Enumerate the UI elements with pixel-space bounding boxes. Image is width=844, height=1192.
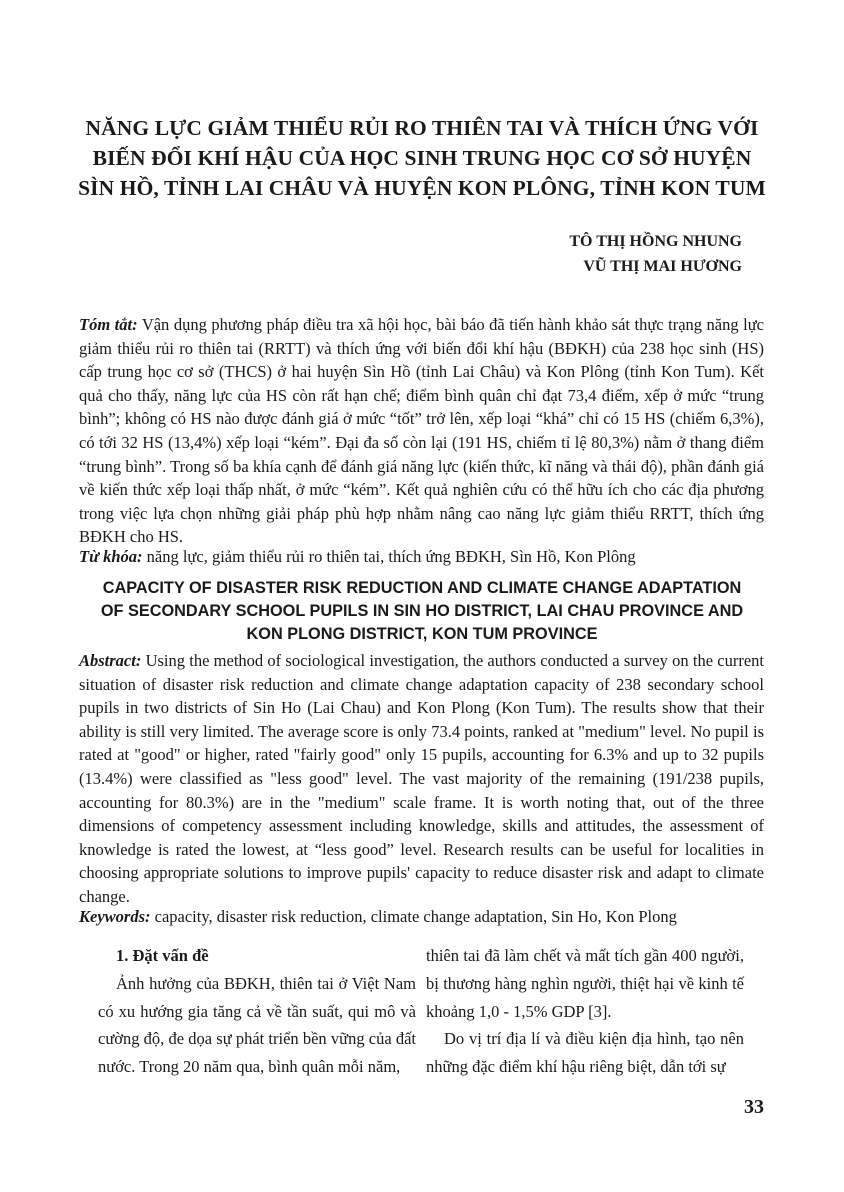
english-title-line-1: CAPACITY OF DISASTER RISK REDUCTION AND CLIMATE CHANGE ADAPTATION [102,579,742,597]
keywords-text-vn: năng lực, giảm thiểu rủi ro thiên tai, thích ứng BĐKH, Sìn Hồ, Kon Plông [142,547,636,566]
keywords-text-en: capacity, disaster risk reduction, climate change adaptation, Sin Ho, Kon Plong [150,907,677,926]
body-column-right [426,942,744,1081]
body-paragraph: Do vị trí địa lí và điều kiện địa hình, tạo nên những đặc điểm khí hậu riêng biệt, dẫn tới sự [426,1029,744,1077]
keywords-label-en: Keywords: [79,907,151,926]
abstract-text-vn: Vận dụng phương pháp điều tra xã hội học, bài báo đã tiến hành khảo sát thực trạng năng lực giảm thiểu rủi ro thiên tai (RRTT) và thích ứng với biến đổi khí hậu (BĐKH) của 238 học sinh (HS) cấp trung học cơ sở (THCS) ở hai huyện Sìn Hồ (tỉnh Lai Châu) và Kon Plông (tỉnh Kon Tum). Kết quả cho thấy, năng lực của HS còn rất hạn chế; điểm bình quân chỉ đạt 73,4 điểm, xếp ở mức “trung bình”; không có HS nào được đánh giá ở mức “tốt” trở lên, xếp loại “khá” chỉ có 15 HS (chiếm 6,3%), có tới 32 HS (13,4%) xếp loại “kém”. Đại đa số còn lại (191 HS, chiếm tỉ lệ 80,3%) nằm ở thang điểm “trung bình”. Trong số ba khía cạnh để đánh giá năng lực (kiến thức, kĩ năng và thái độ), phần đánh giá về kiến thức xếp loại thấp nhất, ở mức “kém”. Kết quả nghiên cứu có thể hữu ích cho các địa phương trong việc lựa chọn những giải pháp phù hợp nhằm nâng cao năng lực giảm thiểu RRTT, thích ứng BĐKH cho HS. [79,315,764,547]
author-2: VŨ THỊ MAI HƯƠNG [583,258,742,275]
body-column-left [98,942,416,1081]
abstract-text-en: Using the method of sociological investigation, the authors conducted a survey on the current situation of disaster risk reduction and climate change adaptation capacity of 238 secondary school pupils in two districts of Sin Ho (Lai Chau) and Kon Plong (Kon Tum). The results show that their ability is still very limited. The average score is only 73.4 points, ranked at "medium" level. No pupil is rated at "good" or higher, rated "fairly good" only 15 pupils, accounting for 6.3% and up to 32 pupils (13.4%) were classified as "less good" level. The vast majority of the remaining (191/238 pupils, accounting for 80.3%) are in the "medium" scale frame. It is worth noting that, out of the three dimensions of competency assessment including knowledge, skills and attitudes, the assessment of knowledge is rated the lowest, at “less good” level. Research results can be useful for localities in choosing appropriate solutions to improve pupils' capacity to reduce disaster risk and adapt to climate change. [79,651,764,906]
vietnamese-title-line-2: BIẾN ĐỔI KHÍ HẬU CỦA HỌC SINH TRUNG HỌC CƠ SỞ HUYỆN [92,146,752,170]
vietnamese-abstract [79,313,764,549]
english-title-line-2: OF SECONDARY SCHOOL PUPILS IN SIN HO DISTRICT, LAI CHAU PROVINCE AND [100,602,744,620]
vietnamese-title-line-3: SÌN HỒ, TỈNH LAI CHÂU VÀ HUYỆN KON PLÔNG, TỈNH KON TUM [78,176,766,200]
english-title-line-3: KON PLONG DISTRICT, KON TUM PROVINCE [246,625,598,643]
vietnamese-keywords [79,545,764,568]
author-1: TÔ THỊ HỒNG NHUNG [569,233,742,250]
abstract-label-vn: Tóm tắt: [79,315,138,334]
body-paragraph: thiên tai đã làm chết và mất tích gần 400 người, bị thương hàng nghìn người, thiệt hại về kinh tế khoảng 1,0 - 1,5% GDP [3]. [426,946,744,1021]
page-number: 33 [744,1096,764,1118]
english-title [60,577,784,646]
keywords-label-vn: Từ khóa: [79,547,143,566]
section-heading: 1. Đặt vấn đề [116,946,209,965]
english-abstract [79,649,764,909]
body-paragraph: Ảnh hưởng của BĐKH, thiên tai ở Việt Nam có xu hướng gia tăng cả về tần suất, qui mô và cường độ, đe dọa sự phát triển bền vững của đất nước. Trong 20 năm qua, bình quân mỗi năm, [98,973,416,1077]
english-keywords [79,905,764,928]
abstract-label-en: Abstract: [79,651,142,670]
vietnamese-title-line-1: NĂNG LỰC GIẢM THIỂU RỦI RO THIÊN TAI VÀ THÍCH ỨNG VỚI [85,116,759,140]
author-list [569,229,742,279]
vietnamese-title [60,113,784,203]
